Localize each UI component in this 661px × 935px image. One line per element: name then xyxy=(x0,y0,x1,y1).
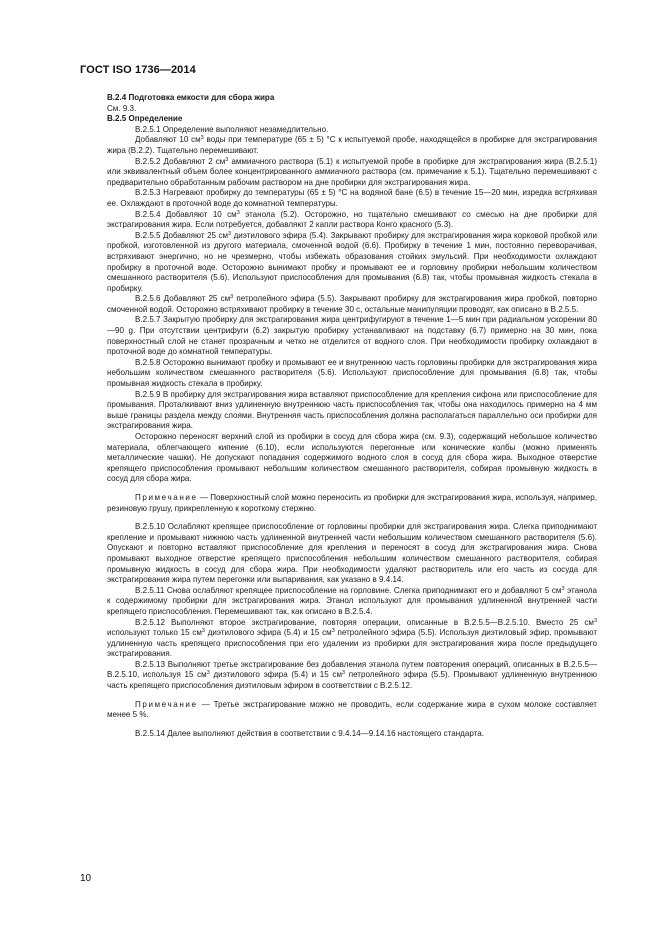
body-paragraph: В.2.5.9 В пробирку для экстрагирования жира вставляют приспособление для крепления сифона или приспособление для промывания. Проталкивают вниз удлиненную внутреннюю часть приспособления так, чтобы она находилось примерно на 4 мм выше границы раздела между слоями. Внутренняя часть приспособления должна располагаться параллельно оси пробирки для экстрагирования жира. xyxy=(107,389,597,431)
body-paragraph: Добавляют 10 $см^3$ воды при температуре (65 ± 5) °С к испытуемой пробе, находящейся в пробирке для экстрагирования жира (В.2.2). Тщательно перемешивают. xyxy=(107,135,597,155)
body-paragraph: В.2.5.7 Закрытую пробирку для экстрагирования жира центрифугируют в течение 1—5 мин при радиальном ускорении 80—90 g. При отсутствии центрифуги (6.2) закрытую пробирку устанавливают на подставку (6.7) примерно на 30 мин, пока поверхностный слой не станет прозрачным и четко не отделится от водного слоя. При необходимости пробирку охлаждают в проточной воде до комнатной температуры. xyxy=(107,315,597,357)
note-label: Примечание xyxy=(135,699,198,709)
body-paragraph: В.2.5.4 Добавляют 10 $см^3$ этанола (5.2). Осторожно, но тщательно смешивают со смесью на дне пробирки для экстрагирования жира. Если потребуется, добавляют 2 капли раствора Конго красного (5.3). xyxy=(107,209,597,230)
body-paragraph: В.2.5.1 Определение выполняют незамедлительно. xyxy=(135,124,329,134)
body-paragraph: В.2.5.2 Добавляют 2 $см^3$ аммиачного раствора (5.1) к испытуемой пробе в пробирке для экстрагирования жира (В.2.5.1) или эквивалентный объем более концентрированного аммиачного раствора (см. примечание к 5.1). Тщательно перемешивают с предварительно обработанным рабочим раствором на дне пробирки для экстрагирования жира. xyxy=(107,156,597,187)
note-paragraph: Примечание — Третье экстрагирование можно не проводить, если содержание жира в сухом молоке составляет менее 5 %. xyxy=(107,699,597,720)
body-paragraph: В.2.5.3 Нагревают пробирку до температуры (65 ± 5) °С на водяной бане (6.5) в течение 15—20 мин, изредка встряхивая ее. Охлаждают в проточной воде до комнатной температуры. xyxy=(107,188,597,208)
section-heading: В.2.5 Определение xyxy=(107,114,183,124)
note-paragraph: Примечание — Поверхностный слой можно переносить из пробирки для экстрагирования жира, используя, например, резиновую грушу, прикрепленную к короткому стержню. xyxy=(107,492,597,513)
document-header: ГОСТ ISO 1736—2014 xyxy=(80,64,196,76)
body-paragraph: В.2.5.5 Добавляют 25 $см^3$ диэтилового эфира (5.4). Закрывают пробирку для экстрагирования жира корковой пробкой или пробкой, изготовленной из другого материала, смоченной водой (6.6). Пробирку в течение 1 мин, постоянно переворачивая, встряхивают энергично, но не чрезмерно, чтобы избежать образования стойких эмульсий. При необходимости охлаждают пробирку в проточной воде. Осторожно вынимают пробку и промывают ее и горловину пробирки небольшим количеством смешанного растворителя (5.6). Используют приспособления для промывания (6.8) так, чтобы промывная жидкость стекала в пробирку. xyxy=(107,230,597,293)
body-paragraph: Осторожно переносят верхний слой из пробирки в сосуд для сбора жира (см. 9.3), содержащий небольшое количество материала, облегчающего кипение (6.10), если используются перегонные или конические колбы (можно применять металлические чашки). Не допускают попадания содержимого водного слоя в сосуд для сбора жира. Выходное отверстие крепящего приспособления промывают небольшим количеством смешанного растворителя, собирая промывную жидкость в сосуд для сбора жира. xyxy=(107,432,597,484)
page-number: 10 xyxy=(80,873,92,884)
body-paragraph: В.2.5.13 Выполняют третье экстрагирование без добавления этанола путем повторения операций, описанных в В.2.5.5—В.2.5.10, используя 15 $см^3$ диэтилового эфира (5.4) и 15 $см^3$ петролейного эфира (5.5). Промывают удлиненную внутреннюю часть крепящего приспособления диэтиловым эфиром в соответствии с В.2.5.12. xyxy=(107,659,597,691)
body-paragraph: В.2.5.6 Добавляют 25 $см^3$ петролейного эфира (5.5). Закрывают пробирку для экстрагирования жира пробкой, повторно смоченной водой. Осторожно встряхивают пробирку в течение 30 с, остальные манипуляции проводят, как описано в В.2.5.5. xyxy=(107,294,597,314)
body-paragraph: В.2.5.12 Выполняют второе экстрагирование, повторяя операции, описанные в В.2.5.5—В.2.5.10. Вместо 25 $см^3$ используют только 15 $см^3$ диэтилового эфира (5.4) и 15 $см^3$ петролейного эфира (5.5). Используя диэтиловый эфир, промывают удлиненную часть крепящего приспособления при его удалении из пробирки для экстрагирования жира после предыдущего экстрагирования. xyxy=(107,617,598,659)
document-body xyxy=(107,93,597,739)
body-paragraph: См. 9.3. xyxy=(107,103,137,113)
body-paragraph: В.2.5.14 Далее выполняют действия в соответствии с 9.4.14—9.14.16 настоящего стандарта. xyxy=(135,728,484,738)
body-paragraph: В.2.5.11 Снова ослабляют крепящее приспособление на горловине. Слегка приподнимают его и добавляют 5 $см^3$ этанола к содержимому пробирки для экстрагирования жира. Этанол используют для промывания удлиненной внутренней части крепящего приспособления. Перемешивают так, как описано в В.2.5.4. xyxy=(107,585,597,616)
note-label: Примечание xyxy=(135,492,198,502)
body-paragraph: В.2.5.10 Ослабляют крепящее приспособление от горловины пробирки для экстрагирования жира. Слегка приподнимают крепление и промывают нижнюю часть удлиненной внутренней части небольшим количеством смешанного растворителя (5.6). Опускают и повторно вставляют приспособление для крепления и переносят в сосуд для экстрагирования жира. Снова промывают выходное отверстие крепящего приспособления небольшим количеством смешанного растворителя, собирая промывную жидкость в сосуд для сбора жира. При необходимости удаляют растворитель или его часть из сосуда для экстрагирования жира путем перегонки или выпаривания, как указано в 9.4.14. xyxy=(107,522,597,585)
body-paragraph: В.2.5.8 Осторожно вынимают пробку и промывают ее и внутреннюю часть горловины пробирки для экстрагирования жира небольшим количеством смешанного растворителя (5.6). Используют приспособление для промывания (6.8) так, чтобы промывная жидкость стекала в пробирку. xyxy=(107,357,597,389)
section-heading: В.2.4 Подготовка емкости для сбора жира xyxy=(107,93,275,102)
